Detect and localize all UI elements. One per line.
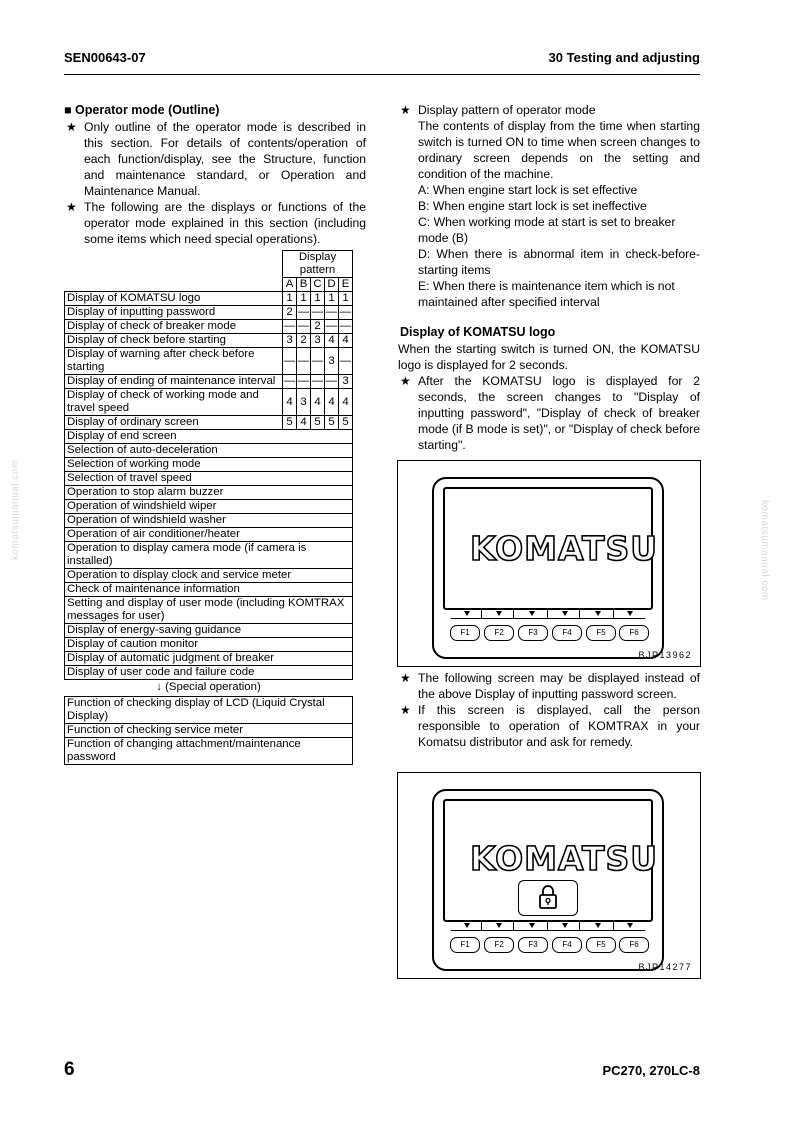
item-cell: Operation to stop alarm buzzer (65, 486, 353, 500)
item-cell: Selection of auto-deceleration (65, 444, 353, 458)
row-label: Display of check of breaker mode (65, 320, 283, 334)
logo-note-text: After the KOMATSU logo is displayed for 2 seconds, the screen changes to "Display of inputting password", "Display of check of breaker mode (if B mode is set)", or "Display of check before starting". (418, 374, 700, 452)
table-row (65, 514, 353, 528)
cell: 3 (283, 334, 297, 348)
left-column (64, 102, 366, 765)
triangle-icon (496, 611, 502, 616)
triangle-icon (562, 923, 568, 928)
table-row (65, 348, 353, 375)
cell: 4 (283, 389, 297, 416)
logo-paragraph: When the starting switch is turned ON, the KOMATSU logo is displayed for 2 seconds. (398, 342, 700, 372)
star-icon: ★ (400, 703, 411, 717)
table-row (65, 472, 353, 486)
cell: 4 (297, 416, 311, 430)
cell: 1 (297, 292, 311, 306)
cell: — (339, 348, 353, 375)
f5-button[interactable]: F5 (586, 625, 616, 641)
f3-button[interactable]: F3 (518, 625, 548, 641)
cell: 5 (325, 416, 339, 430)
item-cell: Display of automatic judgment of breaker (65, 652, 353, 666)
lock-box (518, 880, 578, 916)
row-label: Display of KOMATSU logo (65, 292, 283, 306)
pattern-item: E: When there is maintenance item which is not maintained after specified interval (418, 279, 675, 309)
cell: 2 (311, 320, 325, 334)
star-icon: ★ (400, 103, 411, 117)
item-cell: Check of maintenance information (65, 583, 353, 597)
col-header: D (325, 278, 339, 292)
row-label: Display of warning after check before starting (65, 348, 283, 375)
cell: 5 (283, 416, 297, 430)
figure-code: BJP13962 (638, 650, 692, 660)
table-row (65, 724, 353, 738)
cell: — (325, 306, 338, 318)
triangle-icon (562, 611, 568, 616)
table-row (65, 697, 353, 724)
row-label: Display of inputting password (65, 306, 283, 320)
row-label: Display of check of working mode and travel speed (65, 389, 283, 416)
page-header (64, 50, 700, 70)
password-note-2 (398, 702, 700, 750)
cell: — (311, 306, 324, 318)
password-note-text: If this screen is displayed, call the person responsible to operation of KOMTRAX in your Komatsu distributor and ask for remedy. (418, 703, 700, 749)
table-row (65, 500, 353, 514)
pattern-title-text: Display pattern of operator mode (418, 103, 596, 117)
star-icon: ★ (66, 200, 77, 214)
star-icon: ★ (400, 374, 411, 388)
pattern-item: C: When working mode at start is set to breaker mode (B) (418, 215, 676, 245)
cell: 5 (311, 416, 325, 430)
item-cell: Function of checking service meter (65, 724, 353, 738)
password-note-1 (398, 670, 700, 702)
cell: 1 (283, 292, 297, 306)
cell: — (297, 348, 311, 375)
logo-section-title: Display of KOMATSU logo (400, 325, 556, 339)
table-row (65, 486, 353, 500)
table-row (65, 583, 353, 597)
cell: — (339, 320, 352, 332)
pattern-intro: The contents of display from the time when starting switch is turned ON to time when screen changes to ordinary screen depends on the setting and condition of the machine. (418, 119, 700, 181)
monitor-screen (443, 487, 659, 610)
f5-button[interactable]: F5 (586, 937, 616, 953)
table-row (65, 738, 353, 765)
col-header: B (297, 278, 311, 292)
cell: 2 (283, 306, 297, 320)
f1-button[interactable]: F1 (450, 937, 480, 953)
table-row (65, 666, 353, 680)
table-row (65, 306, 353, 320)
col-header: A (283, 278, 297, 292)
model-name: PC270, 270LC-8 (602, 1063, 700, 1078)
cell: 4 (325, 389, 339, 416)
cell: — (283, 320, 296, 332)
table-column-row (65, 278, 353, 292)
items-note (64, 199, 366, 247)
table-header-row (65, 251, 353, 278)
cell: 2 (297, 334, 311, 348)
figure-code: BJP14277 (638, 962, 692, 972)
cell: 4 (339, 389, 353, 416)
row-label: Display of ordinary screen (65, 416, 283, 430)
table-row (65, 334, 353, 348)
monitor-figure-2 (397, 772, 701, 979)
triangle-icon (464, 923, 470, 928)
cell: 1 (339, 292, 353, 306)
table-row (65, 624, 353, 638)
item-cell: Operation of windshield washer (65, 514, 353, 528)
komatsu-logo: KOMATSU (470, 839, 659, 878)
operator-mode-table (64, 250, 353, 680)
table-row (65, 430, 353, 444)
cell: 3 (311, 334, 325, 348)
komatsu-logo: KOMATSU (470, 529, 659, 568)
table-row (65, 389, 353, 416)
cell: — (297, 320, 310, 332)
table-row (65, 528, 353, 542)
table-row (65, 458, 353, 472)
monitor-screen (443, 799, 659, 922)
right-column (398, 102, 700, 453)
page-number: 6 (64, 1059, 75, 1080)
table-row (65, 597, 353, 624)
f6-button[interactable]: F6 (619, 937, 649, 953)
item-cell: Operation of windshield wiper (65, 500, 353, 514)
password-notes (398, 670, 700, 750)
cell: — (297, 306, 310, 318)
item-cell: Operation of air conditioner/heater (65, 528, 353, 542)
cell: 1 (311, 292, 325, 306)
triangle-icon (529, 923, 535, 928)
cell: 4 (311, 389, 325, 416)
item-cell: Display of caution monitor (65, 638, 353, 652)
triangle-icon (627, 923, 633, 928)
pattern-item: B: When engine start lock is set ineffective (418, 199, 647, 213)
row-label: Display of ending of maintenance interval (65, 375, 283, 389)
password-note-text: The following screen may be displayed instead of the above Display of inputting password screen. (418, 671, 700, 701)
section-title: 30 Testing and adjusting (548, 50, 700, 65)
star-icon: ★ (66, 120, 77, 134)
logo-note (398, 373, 700, 453)
tab-strip (451, 921, 645, 931)
cell: 3 (325, 348, 339, 375)
table-row (65, 652, 353, 666)
tab-strip (451, 609, 645, 619)
display-pattern-header: Display pattern (283, 251, 353, 278)
monitor-figure-1 (397, 460, 701, 667)
table-row (65, 292, 353, 306)
watermark-right: komatsumanual.com (759, 500, 770, 601)
special-operation-label: ↓ (Special operation) (156, 681, 261, 693)
cell: — (283, 348, 297, 375)
table-row (65, 638, 353, 652)
cell: — (325, 320, 338, 332)
triangle-icon (529, 611, 535, 616)
cell: — (283, 375, 296, 387)
table-row (65, 416, 353, 430)
header-rule (64, 74, 700, 75)
table-row (65, 569, 353, 583)
cell: — (325, 375, 338, 387)
outline-note (64, 119, 366, 199)
cell: 3 (297, 389, 311, 416)
lock-icon (519, 881, 577, 915)
triangle-icon (464, 611, 470, 616)
f2-button[interactable]: F2 (484, 937, 514, 953)
col-header: C (311, 278, 325, 292)
triangle-icon (627, 611, 633, 616)
outline-note-text: Only outline of the operator mode is described in this section. For details of contents/operation of each function/display, see the Structure, function and maintenance standard, or Operation and Maintenance Manual. (84, 120, 366, 198)
doc-code: SEN00643-07 (64, 50, 146, 65)
table-row (65, 444, 353, 458)
cell: 1 (325, 292, 339, 306)
pattern-title (398, 102, 700, 118)
cell: — (311, 348, 325, 375)
triangle-icon (595, 923, 601, 928)
pattern-item: D: When there is abnormal item in check-before-starting items (418, 247, 700, 277)
operator-mode-title: ■ Operator mode (Outline) (64, 103, 220, 117)
table-row (65, 542, 353, 569)
item-cell: Setting and display of user mode (including KOMTRAX messages for user) (65, 597, 353, 624)
row-label: Display of check before starting (65, 334, 283, 348)
star-icon: ★ (400, 671, 411, 685)
watermark-left: komatsumanual.com (10, 459, 21, 560)
item-cell: Selection of travel speed (65, 472, 353, 486)
triangle-icon (496, 923, 502, 928)
f3-button[interactable]: F3 (518, 937, 548, 953)
f6-button[interactable]: F6 (619, 625, 649, 641)
cell: 4 (325, 334, 339, 348)
item-cell: Operation to display camera mode (if camera is installed) (65, 542, 353, 569)
item-cell: Function of checking display of LCD (Liquid Crystal Display) (65, 697, 353, 724)
cell: 5 (339, 416, 353, 430)
item-cell: Operation to display clock and service meter (65, 569, 353, 583)
item-cell: Selection of working mode (65, 458, 353, 472)
f1-button[interactable]: F1 (450, 625, 480, 641)
triangle-icon (595, 611, 601, 616)
cell: 4 (339, 334, 353, 348)
f4-button[interactable]: F4 (552, 625, 582, 641)
cell: — (297, 375, 310, 387)
item-cell: Display of energy-saving guidance (65, 624, 353, 638)
item-cell: Display of user code and failure code (65, 666, 353, 680)
cell: 3 (339, 375, 353, 389)
f4-button[interactable]: F4 (552, 937, 582, 953)
cell: — (311, 375, 324, 387)
items-note-text: The following are the displays or functions of the operator mode explained in this section (including some items which need special operations). (84, 200, 366, 246)
table-row (65, 375, 353, 389)
table-row (65, 320, 353, 334)
item-cell: Function of changing attachment/maintenance password (65, 738, 353, 765)
cell: — (339, 306, 352, 318)
pattern-item: A: When engine start lock is set effective (418, 183, 638, 197)
item-cell: Display of end screen (65, 430, 353, 444)
col-header: E (339, 278, 353, 292)
special-operation-table (64, 696, 353, 765)
f2-button[interactable]: F2 (484, 625, 514, 641)
